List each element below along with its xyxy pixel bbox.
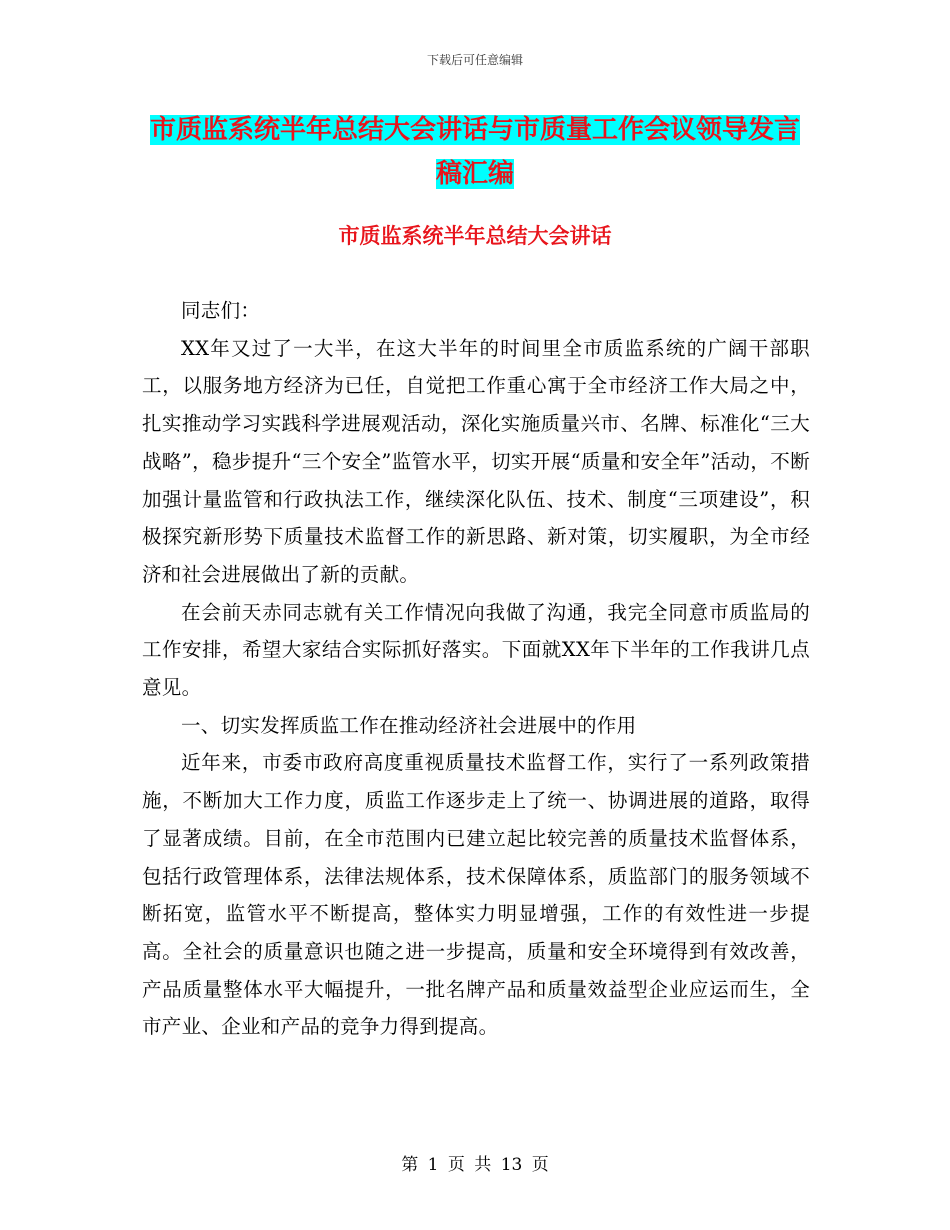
document-body xyxy=(142,292,810,1046)
section-heading: 一、切实发挥质监工作在推动经济社会进展中的作用 xyxy=(181,713,637,737)
document-main-title xyxy=(140,108,810,196)
paragraph: 在会前天赤同志就有关工作情况向我做了沟通，我完全同意市质监局的工作安排，希望大家结合实际抓好落实。下面就XX年下半年的工作我讲几点意见。 xyxy=(142,600,810,700)
page-header-note: 下载后可任意编辑 xyxy=(426,53,523,67)
main-title-highlight: 市质监系统半年总结大会讲话与市质量工作会议领导发言稿汇编 xyxy=(149,115,800,189)
page-footer-number: 第 1 页 共 13 页 xyxy=(401,1155,549,1175)
paragraph: XX年又过了一大半，在这大半年的时间里全市质监系统的广阔干部职工，以服务地方经济为已任，自觉把工作重心寓于全市经济工作大局之中，扎实推动学习实践科学进展观活动，深化实施质量兴市、名牌、标准化“三大战略”，稳步提升“三个安全”监管水平，切实开展“质量和安全年”活动，不断加强计量监管和行政执法工作，继续深化队伍、技术、制度“三项建设”，积极探究新形势下质量技术监督工作的新思路、新对策，切实履职，为全市经济和社会进展做出了新的贡献。 xyxy=(142,336,810,586)
paragraph-salutation: 同志们： xyxy=(181,299,261,322)
paragraph: 近年来，市委市政府高度重视质量技术监督工作，实行了一系列政策措施，不断加大工作力度，质监工作逐步走上了统一、协调进展的道路，取得了显著成绩。目前，在全市范围内已建立起比较完善的质量技术监督体系，包括行政管理体系，法律法规体系，技术保障体系，质监部门的服务领域不断拓宽，监管水平不断提高，整体实力明显增强，工作的有效性进一步提高。全社会的质量意识也随之进一步提高，质量和安全环境得到有效改善，产品质量整体水平大幅提升，一批名牌产品和质量效益型企业应运而生，全市产业、企业和产品的竞争力得到提高。 xyxy=(142,751,810,1039)
document-sub-title: 市质监系统半年总结大会讲话 xyxy=(338,224,612,248)
